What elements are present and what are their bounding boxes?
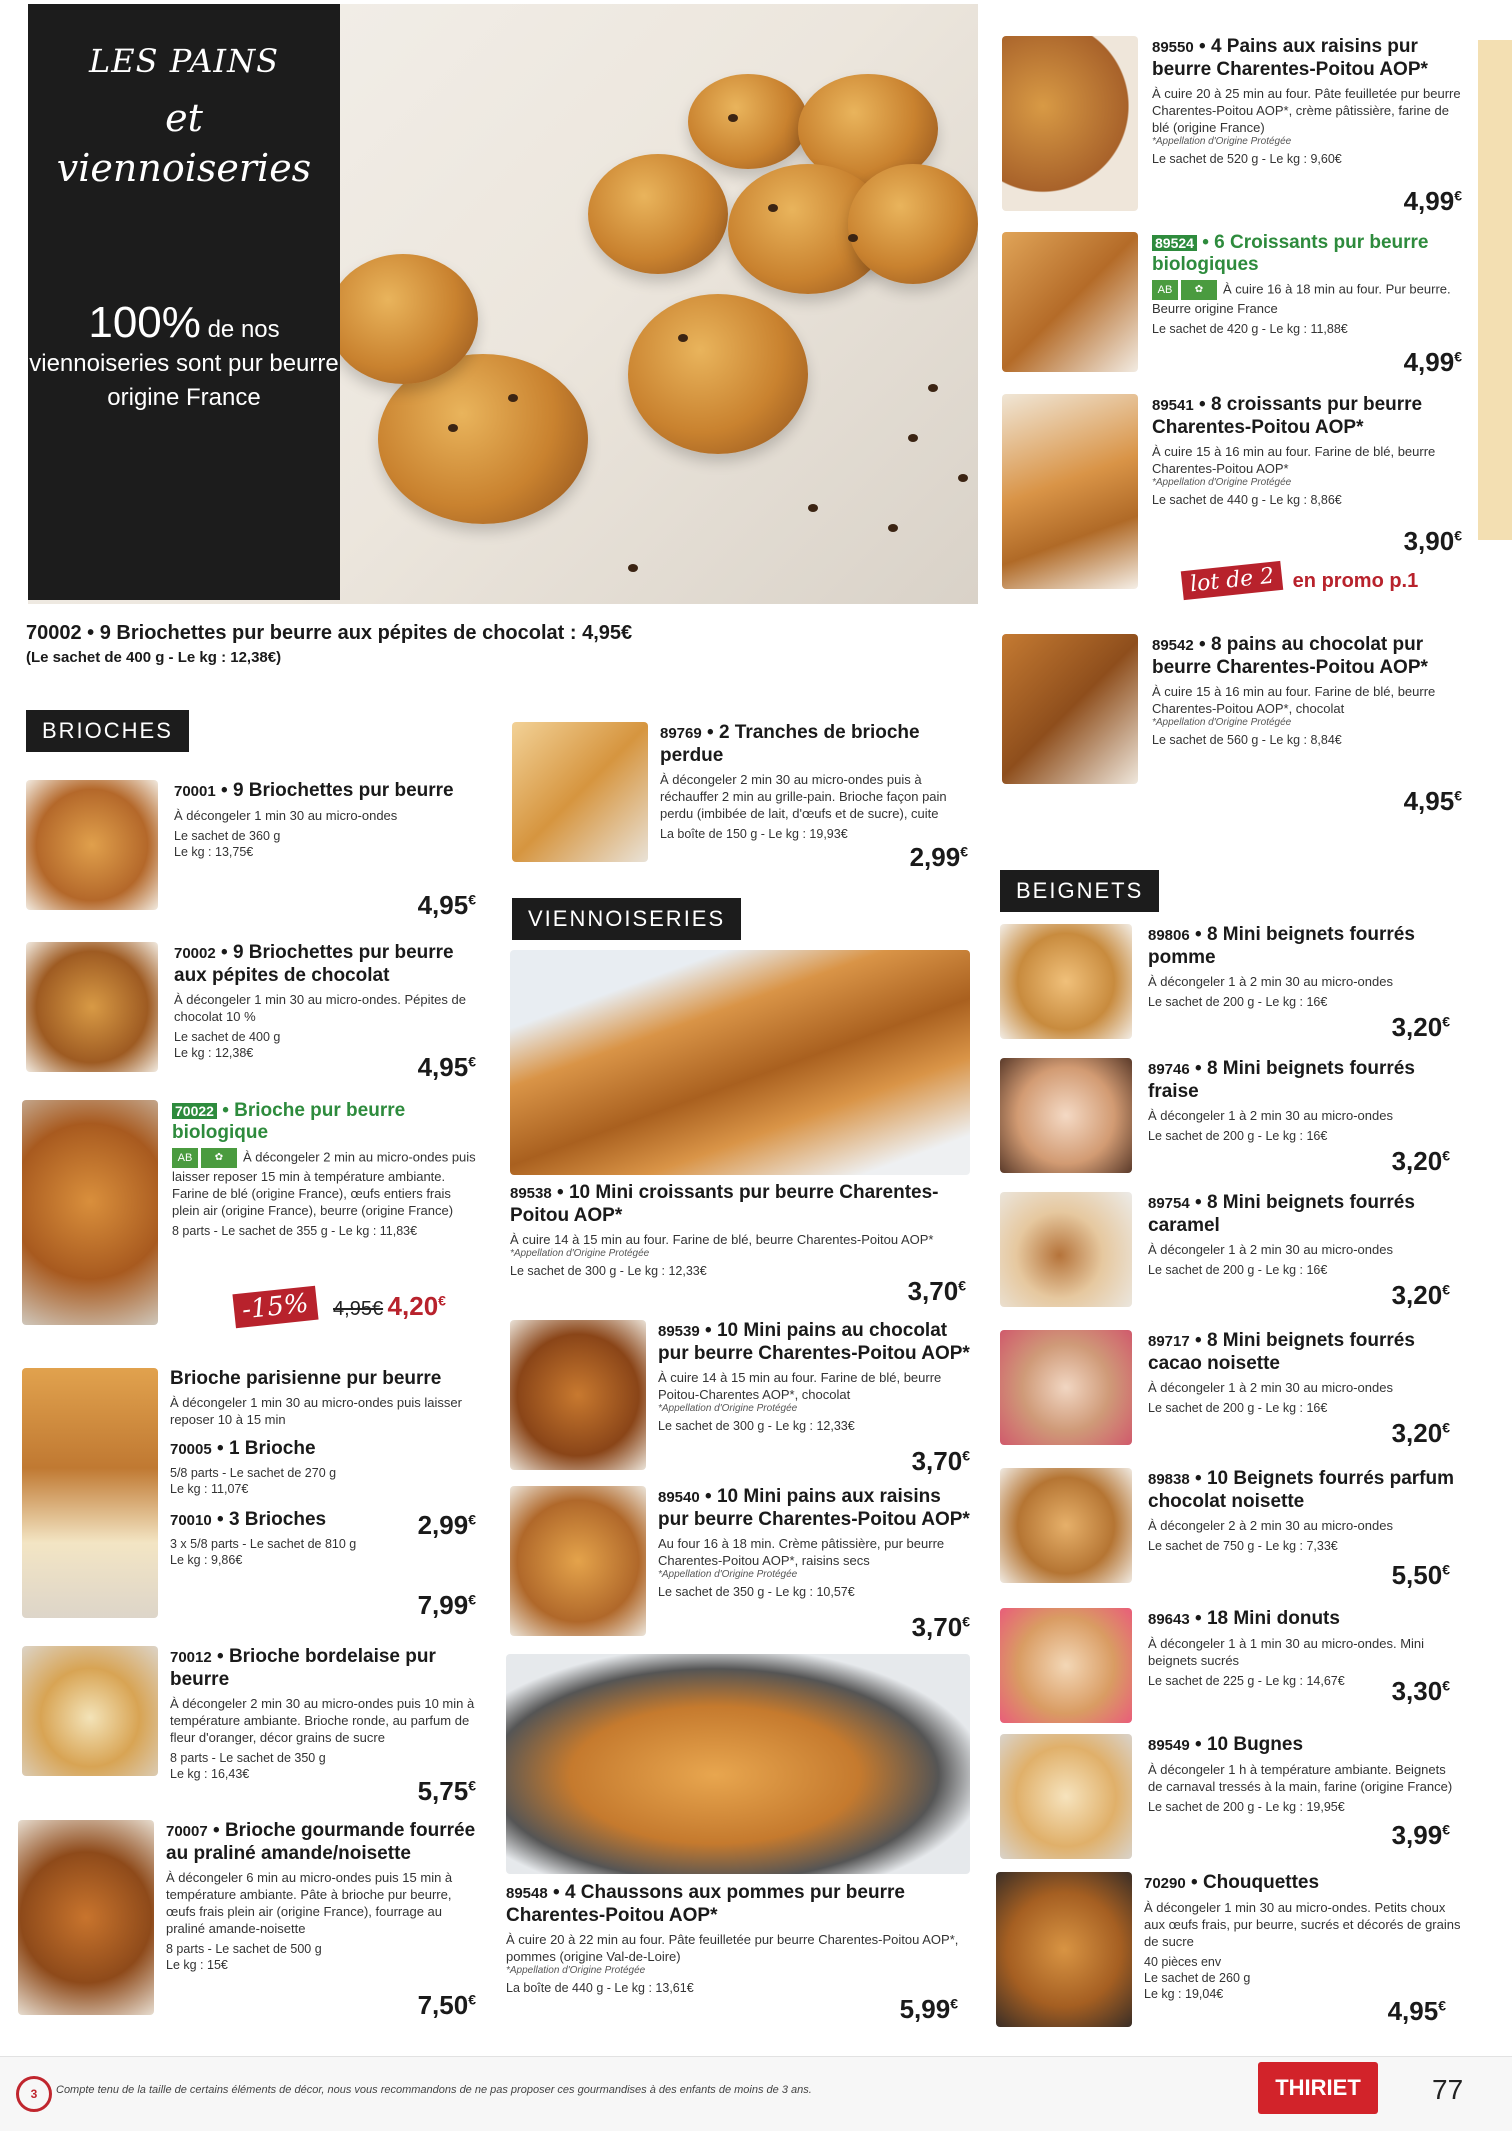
product-pack: Le sachet de 200 g - Le kg : 16€ <box>1148 1401 1328 1415</box>
product-desc: À cuire 15 à 16 min au four. Farine de blé, beurre Charentes-Poitou AOP*, chocolat <box>1152 684 1436 716</box>
product-89539[interactable] <box>510 1320 970 1480</box>
product-pack: La boîte de 150 g - Le kg : 19,93€ <box>660 827 848 841</box>
product-price: 3,20€ <box>1391 1418 1450 1448</box>
product-70012[interactable] <box>22 1646 476 1806</box>
title-line-1: LES PAINS <box>89 42 279 80</box>
product-image <box>510 1320 646 1470</box>
product-desc: À cuire 15 à 16 min au four. Farine de blé, beurre Charentes-Poitou AOP* <box>1152 444 1436 476</box>
product-pack: Le sachet de 200 g - Le kg : 16€ <box>1148 1263 1328 1277</box>
product-89769[interactable] <box>512 722 968 872</box>
brand-logo: THIRIET <box>1258 2062 1378 2114</box>
product-price: 4,95€ <box>417 890 476 920</box>
product-name: 89538 • 10 Mini croissants pur beurre Charentes-Poitou AOP* <box>510 1182 939 1226</box>
product-image <box>22 1368 158 1618</box>
product-89538[interactable] <box>510 950 970 1310</box>
product-price: 3,20€ <box>1391 1280 1450 1310</box>
product-89643[interactable] <box>1000 1608 1462 1728</box>
product-pack: Le sachet de 300 g - Le kg : 12,33€ <box>510 1264 707 1278</box>
hero-caption-title: 70002 • 9 Briochettes pur beurre aux pépites de chocolat : 4,95€ <box>26 622 633 644</box>
product-kg: Le kg : 15€ <box>166 1958 228 1972</box>
product-pack: Le sachet de 520 g - Le kg : 9,60€ <box>1152 152 1342 166</box>
lot-text: en promo p.1 <box>1292 570 1419 592</box>
product-image <box>1002 394 1138 589</box>
no-children-icon: 3 <box>16 2076 52 2112</box>
product-89754[interactable] <box>1000 1192 1462 1317</box>
product-name: 70007 • Brioche gourmande fourrée au praliné amande/noisette <box>166 1820 476 1864</box>
product-89548[interactable] <box>506 1654 970 2034</box>
claim <box>28 298 340 415</box>
product-desc: À décongeler 6 min au micro-ondes puis 15 min à température ambiante. Pâte à brioche pur beurre, œufs frais plein air (origine France), fourrage au praliné amande-noisette <box>166 1870 453 1936</box>
variant-70010-name: 70010 • 3 Brioches <box>170 1509 327 1530</box>
product-name: 89838 • 10 Beignets fourrés parfum chocolat noisette <box>1148 1468 1455 1512</box>
promo-price <box>234 1290 446 1324</box>
product-name: 89541 • 8 croissants pur beurre Charentes-Poitou AOP* <box>1152 394 1423 438</box>
eu-organic-leaf-icon: ✿ <box>201 1148 237 1168</box>
organic-ab-icon: AB <box>172 1148 198 1168</box>
section-beignets: BEIGNETS <box>1000 870 1159 912</box>
product-image <box>510 950 970 1175</box>
product-pack: Le sachet de 200 g - Le kg : 16€ <box>1148 1129 1328 1143</box>
product-name: 70012 • Brioche bordelaise pur beurre <box>170 1646 436 1690</box>
product-image <box>1002 232 1138 372</box>
aop-note: *Appellation d'Origine Protégée <box>658 1569 798 1580</box>
product-desc: À décongeler 2 min 30 au micro-ondes puis 10 min à température ambiante. Brioche ronde, au parfum de fleur d'oranger, décor grains de sucre <box>170 1696 475 1745</box>
variant-70005-price: 2,99€ <box>417 1510 476 1540</box>
product-desc: À décongeler 1 à 2 min 30 au micro-ondes <box>1148 974 1393 989</box>
product-kg: Le kg : 13,75€ <box>174 845 254 859</box>
product-desc: À cuire 20 à 25 min au four. Pâte feuilletée pur beurre Charentes-Poitou AOP*, crème pâtissière, farine de blé (origine France) <box>1152 86 1461 135</box>
aop-note: *Appellation d'Origine Protégée <box>1152 136 1292 147</box>
product-price: 4,95€ <box>1387 1996 1446 2026</box>
variant-70010-price: 7,99€ <box>417 1590 476 1620</box>
product-desc: À décongeler 1 à 2 min 30 au micro-ondes <box>1148 1108 1393 1123</box>
product-name: 89524 • 6 Croissants pur beurre biologiques <box>1152 232 1429 275</box>
product-price: 3,20€ <box>1391 1012 1450 1042</box>
product-name: 89540 • 10 Mini pains aux raisins pur beurre Charentes-Poitou AOP* <box>658 1486 970 1530</box>
product-70001[interactable] <box>26 780 476 920</box>
product-pack: 8 parts - Le sachet de 500 g <box>166 1942 322 1956</box>
eu-organic-leaf-icon: ✿ <box>1181 280 1217 300</box>
product-image <box>26 780 158 910</box>
product-image <box>1002 36 1138 211</box>
product-desc: À cuire 14 à 15 min au four. Farine de blé, beurre Charentes-Poitou AOP* <box>510 1232 934 1247</box>
product-pack: Le sachet de 750 g - Le kg : 7,33€ <box>1148 1539 1338 1553</box>
aop-note: *Appellation d'Origine Protégée <box>506 1965 646 1976</box>
product-image <box>506 1654 970 1874</box>
product-desc: À décongeler 2 min 30 au micro-ondes puis à réchauffer 2 min au grille-pain. Brioche façon pain perdu (imbibée de lait, d'œufs et de sucre), cuite <box>660 772 947 821</box>
title-line-3: viennoiseries <box>56 146 312 190</box>
aop-note: *Appellation d'Origine Protégée <box>1152 717 1292 728</box>
hero-caption <box>26 622 926 666</box>
claim-rest: de nos viennoiseries sont pur beurre origine France <box>29 316 339 411</box>
product-pack: La boîte de 440 g - Le kg : 13,61€ <box>506 1981 694 1995</box>
variant-70005-name: 70005 • 1 Brioche <box>170 1438 316 1459</box>
product-image <box>1000 1734 1132 1859</box>
product-89746[interactable] <box>1000 1058 1462 1183</box>
product-image <box>1000 1330 1132 1445</box>
aop-note: *Appellation d'Origine Protégée <box>510 1248 650 1259</box>
product-89838[interactable] <box>1000 1468 1462 1593</box>
discount-badge: -15% <box>232 1286 318 1328</box>
product-price: 5,50€ <box>1391 1560 1450 1590</box>
aop-note: *Appellation d'Origine Protégée <box>1152 477 1292 488</box>
product-name: 70022 • Brioche pur beurre biologique <box>172 1100 406 1143</box>
product-name: 89754 • 8 Mini beignets fourrés caramel <box>1148 1192 1415 1236</box>
product-image <box>1000 1468 1132 1583</box>
product-pack: Le sachet de 200 g - Le kg : 19,95€ <box>1148 1800 1345 1814</box>
product-desc: Au four 16 à 18 min. Crème pâtissière, pur beurre Charentes-Poitou AOP*, raisins secs <box>658 1536 945 1568</box>
product-price: 3,30€ <box>1391 1676 1450 1706</box>
product-desc: À décongeler 1 h à température ambiante. Beignets de carnaval tressés à la main, farine (origine France) <box>1148 1762 1453 1794</box>
product-image <box>510 1486 646 1636</box>
title-block <box>28 4 340 600</box>
product-price: 4,99€ <box>1403 347 1462 377</box>
product-desc: À décongeler 1 à 2 min 30 au micro-ondes <box>1148 1380 1393 1395</box>
product-name: 70002 • 9 Briochettes pur beurre aux pépites de chocolat <box>174 942 454 986</box>
variant-70010-pack: 3 x 5/8 parts - Le sachet de 810 g <box>170 1537 357 1551</box>
variant-70005-pack: 5/8 parts - Le sachet de 270 g <box>170 1466 337 1480</box>
product-kg: Le kg : 16,43€ <box>170 1767 250 1781</box>
product-image <box>1000 924 1132 1039</box>
product-price: 3,70€ <box>911 1612 970 1642</box>
section-viennoiseries: VIENNOISERIES <box>512 898 741 940</box>
new-price: 4,20€ <box>387 1291 446 1321</box>
product-70022[interactable] <box>22 1100 476 1340</box>
product-pack: Le sachet de 225 g - Le kg : 14,67€ <box>1148 1674 1345 1688</box>
old-price: 4,95€ <box>333 1298 384 1320</box>
product-desc: À décongeler 1 min 30 au micro-ondes <box>174 808 398 823</box>
product-pack: Le sachet de 350 g - Le kg : 10,57€ <box>658 1585 855 1599</box>
product-pack: Le sachet de 400 g <box>174 1030 281 1044</box>
variant-70005-kg: Le kg : 11,07€ <box>170 1482 249 1496</box>
footer-note: Compte tenu de la taille de certains éléments de décor, nous vous recommandons de ne pas proposer ces gourmandises à des enfants de moins de 3 ans. <box>56 2084 812 2096</box>
title-line-2: et <box>165 96 203 140</box>
product-price: 3,70€ <box>907 1276 966 1306</box>
product-price: 4,99€ <box>1403 186 1462 216</box>
product-name: 89717 • 8 Mini beignets fourrés cacao noisette <box>1148 1330 1415 1374</box>
product-name: 89542 • 8 pains au chocolat pur beurre Charentes-Poitou AOP* <box>1152 634 1428 678</box>
organic-ab-icon: AB <box>1152 280 1178 300</box>
product-89550[interactable] <box>1002 36 1462 216</box>
product-89717[interactable] <box>1000 1330 1462 1455</box>
product-image <box>1002 634 1138 784</box>
product-desc: À décongeler 2 à 2 min 30 au micro-ondes <box>1148 1518 1393 1533</box>
product-pack: Le sachet de 420 g - Le kg : 11,88€ <box>1152 322 1348 336</box>
product-price: 4,95€ <box>1403 786 1462 816</box>
product-desc: À décongeler 1 min 30 au micro-ondes. Petits choux aux œufs frais, pur beurre, sucrés et décorés de grains de sucre <box>1144 1900 1461 1949</box>
product-image <box>22 1646 158 1776</box>
product-image <box>512 722 648 862</box>
product-pack: 8 parts - Le sachet de 350 g <box>170 1751 326 1765</box>
product-price: 5,75€ <box>417 1776 476 1806</box>
product-desc: AB ✿ À cuire 16 à 18 min au four. Pur beurre. Beurre origine France <box>1152 281 1451 316</box>
product-name: 89550 • 4 Pains aux raisins pur beurre Charentes-Poitou AOP* <box>1152 36 1428 80</box>
product-pack: Le sachet de 200 g - Le kg : 16€ <box>1148 995 1328 1009</box>
product-pack: Le sachet de 440 g - Le kg : 8,86€ <box>1152 493 1342 507</box>
product-89806[interactable] <box>1000 924 1462 1049</box>
product-70007[interactable] <box>18 1820 476 2020</box>
product-image <box>1000 1058 1132 1173</box>
product-name: 89643 • 18 Mini donuts <box>1148 1608 1340 1629</box>
product-desc: À cuire 14 à 15 min au four. Farine de blé, beurre Poitou-Charentes AOP*, chocolat <box>658 1370 942 1402</box>
hero-caption-sub: (Le sachet de 400 g - Le kg : 12,38€) <box>26 649 282 666</box>
product-pack: Le sachet de 360 g <box>174 829 281 843</box>
product-kg: Le kg : 19,04€ <box>1144 1987 1224 2001</box>
product-desc: À cuire 20 à 22 min au four. Pâte feuilletée pur beurre Charentes-Poitou AOP*, pommes (origine Val-de-Loire) <box>506 1932 959 1964</box>
product-image <box>18 1820 154 2015</box>
product-89540[interactable] <box>510 1486 970 1646</box>
product-price: 5,99€ <box>899 1994 958 2024</box>
product-70290[interactable] <box>996 1872 1462 2032</box>
section-brioches: BRIOCHES <box>26 710 189 752</box>
product-name: 89548 • 4 Chaussons aux pommes pur beurre Charentes-Poitou AOP* <box>506 1882 905 1926</box>
product-desc: AB ✿ À décongeler 2 min au micro-ondes puis laisser reposer 15 min à température ambiante. Farine de blé (origine France), œufs entiers frais plein air (origine France), beurre (origine France) <box>172 1149 476 1218</box>
product-name: 89549 • 10 Bugnes <box>1148 1734 1304 1755</box>
aop-note: *Appellation d'Origine Protégée <box>658 1403 798 1414</box>
product-89524[interactable] <box>1002 232 1462 377</box>
product-pack: Le sachet de 560 g - Le kg : 8,84€ <box>1152 733 1342 747</box>
product-image <box>22 1100 158 1325</box>
product-89542[interactable] <box>1002 634 1462 824</box>
product-desc: À décongeler 1 à 1 min 30 au micro-ondes. Mini beignets sucrés <box>1148 1636 1425 1668</box>
product-89549[interactable] <box>1000 1734 1462 1864</box>
product-name: 89769 • 2 Tranches de brioche perdue <box>660 722 920 766</box>
product-image <box>1000 1608 1132 1723</box>
product-kg: Le kg : 12,38€ <box>174 1046 254 1060</box>
product-name: 89539 • 10 Mini pains au chocolat pur beurre Charentes-Poitou AOP* <box>658 1320 970 1364</box>
product-name: 70290 • Chouquettes <box>1144 1872 1320 1893</box>
product-name: Brioche parisienne pur beurre <box>170 1368 442 1389</box>
claim-big: 100% <box>88 298 201 347</box>
product-pack: 8 parts - Le sachet de 355 g - Le kg : 11,83€ <box>172 1224 418 1238</box>
product-name: 89746 • 8 Mini beignets fourrés fraise <box>1148 1058 1415 1102</box>
page-number: 77 <box>1432 2074 1464 2105</box>
product-price: 3,20€ <box>1391 1146 1450 1176</box>
variant-70010-kg: Le kg : 9,86€ <box>170 1553 243 1567</box>
product-name: 89806 • 8 Mini beignets fourrés pomme <box>1148 924 1415 968</box>
product-70002[interactable] <box>26 942 476 1082</box>
product-89541[interactable] <box>1002 394 1462 598</box>
product-price: 3,90€ <box>1403 526 1462 556</box>
product-image <box>996 1872 1132 2027</box>
product-image <box>26 942 158 1072</box>
product-name: 70001 • 9 Briochettes pur beurre <box>174 780 454 801</box>
product-pack-2: Le sachet de 260 g <box>1144 1971 1251 1985</box>
product-image <box>1000 1192 1132 1307</box>
product-desc: À décongeler 1 à 2 min 30 au micro-ondes <box>1148 1242 1393 1257</box>
product-pack: Le sachet de 300 g - Le kg : 12,33€ <box>658 1419 855 1433</box>
lot-badge: lot de 2 <box>1181 561 1284 600</box>
product-desc: À décongeler 1 min 30 au micro-ondes. Pépites de chocolat 10 % <box>174 992 466 1024</box>
product-brioche-parisienne[interactable] <box>22 1368 476 1618</box>
lot-promo <box>1182 563 1419 598</box>
product-price: 3,99€ <box>1391 1820 1450 1850</box>
product-price: 2,99€ <box>909 842 968 872</box>
page-edge-tab <box>1478 40 1512 540</box>
product-price: 3,70€ <box>911 1446 970 1476</box>
product-pack: 40 pièces env <box>1144 1955 1222 1969</box>
product-price: 4,95€ <box>417 1052 476 1082</box>
product-price: 7,50€ <box>417 1990 476 2020</box>
product-desc: À décongeler 1 min 30 au micro-ondes puis laisser reposer 10 à 15 min <box>170 1395 462 1427</box>
